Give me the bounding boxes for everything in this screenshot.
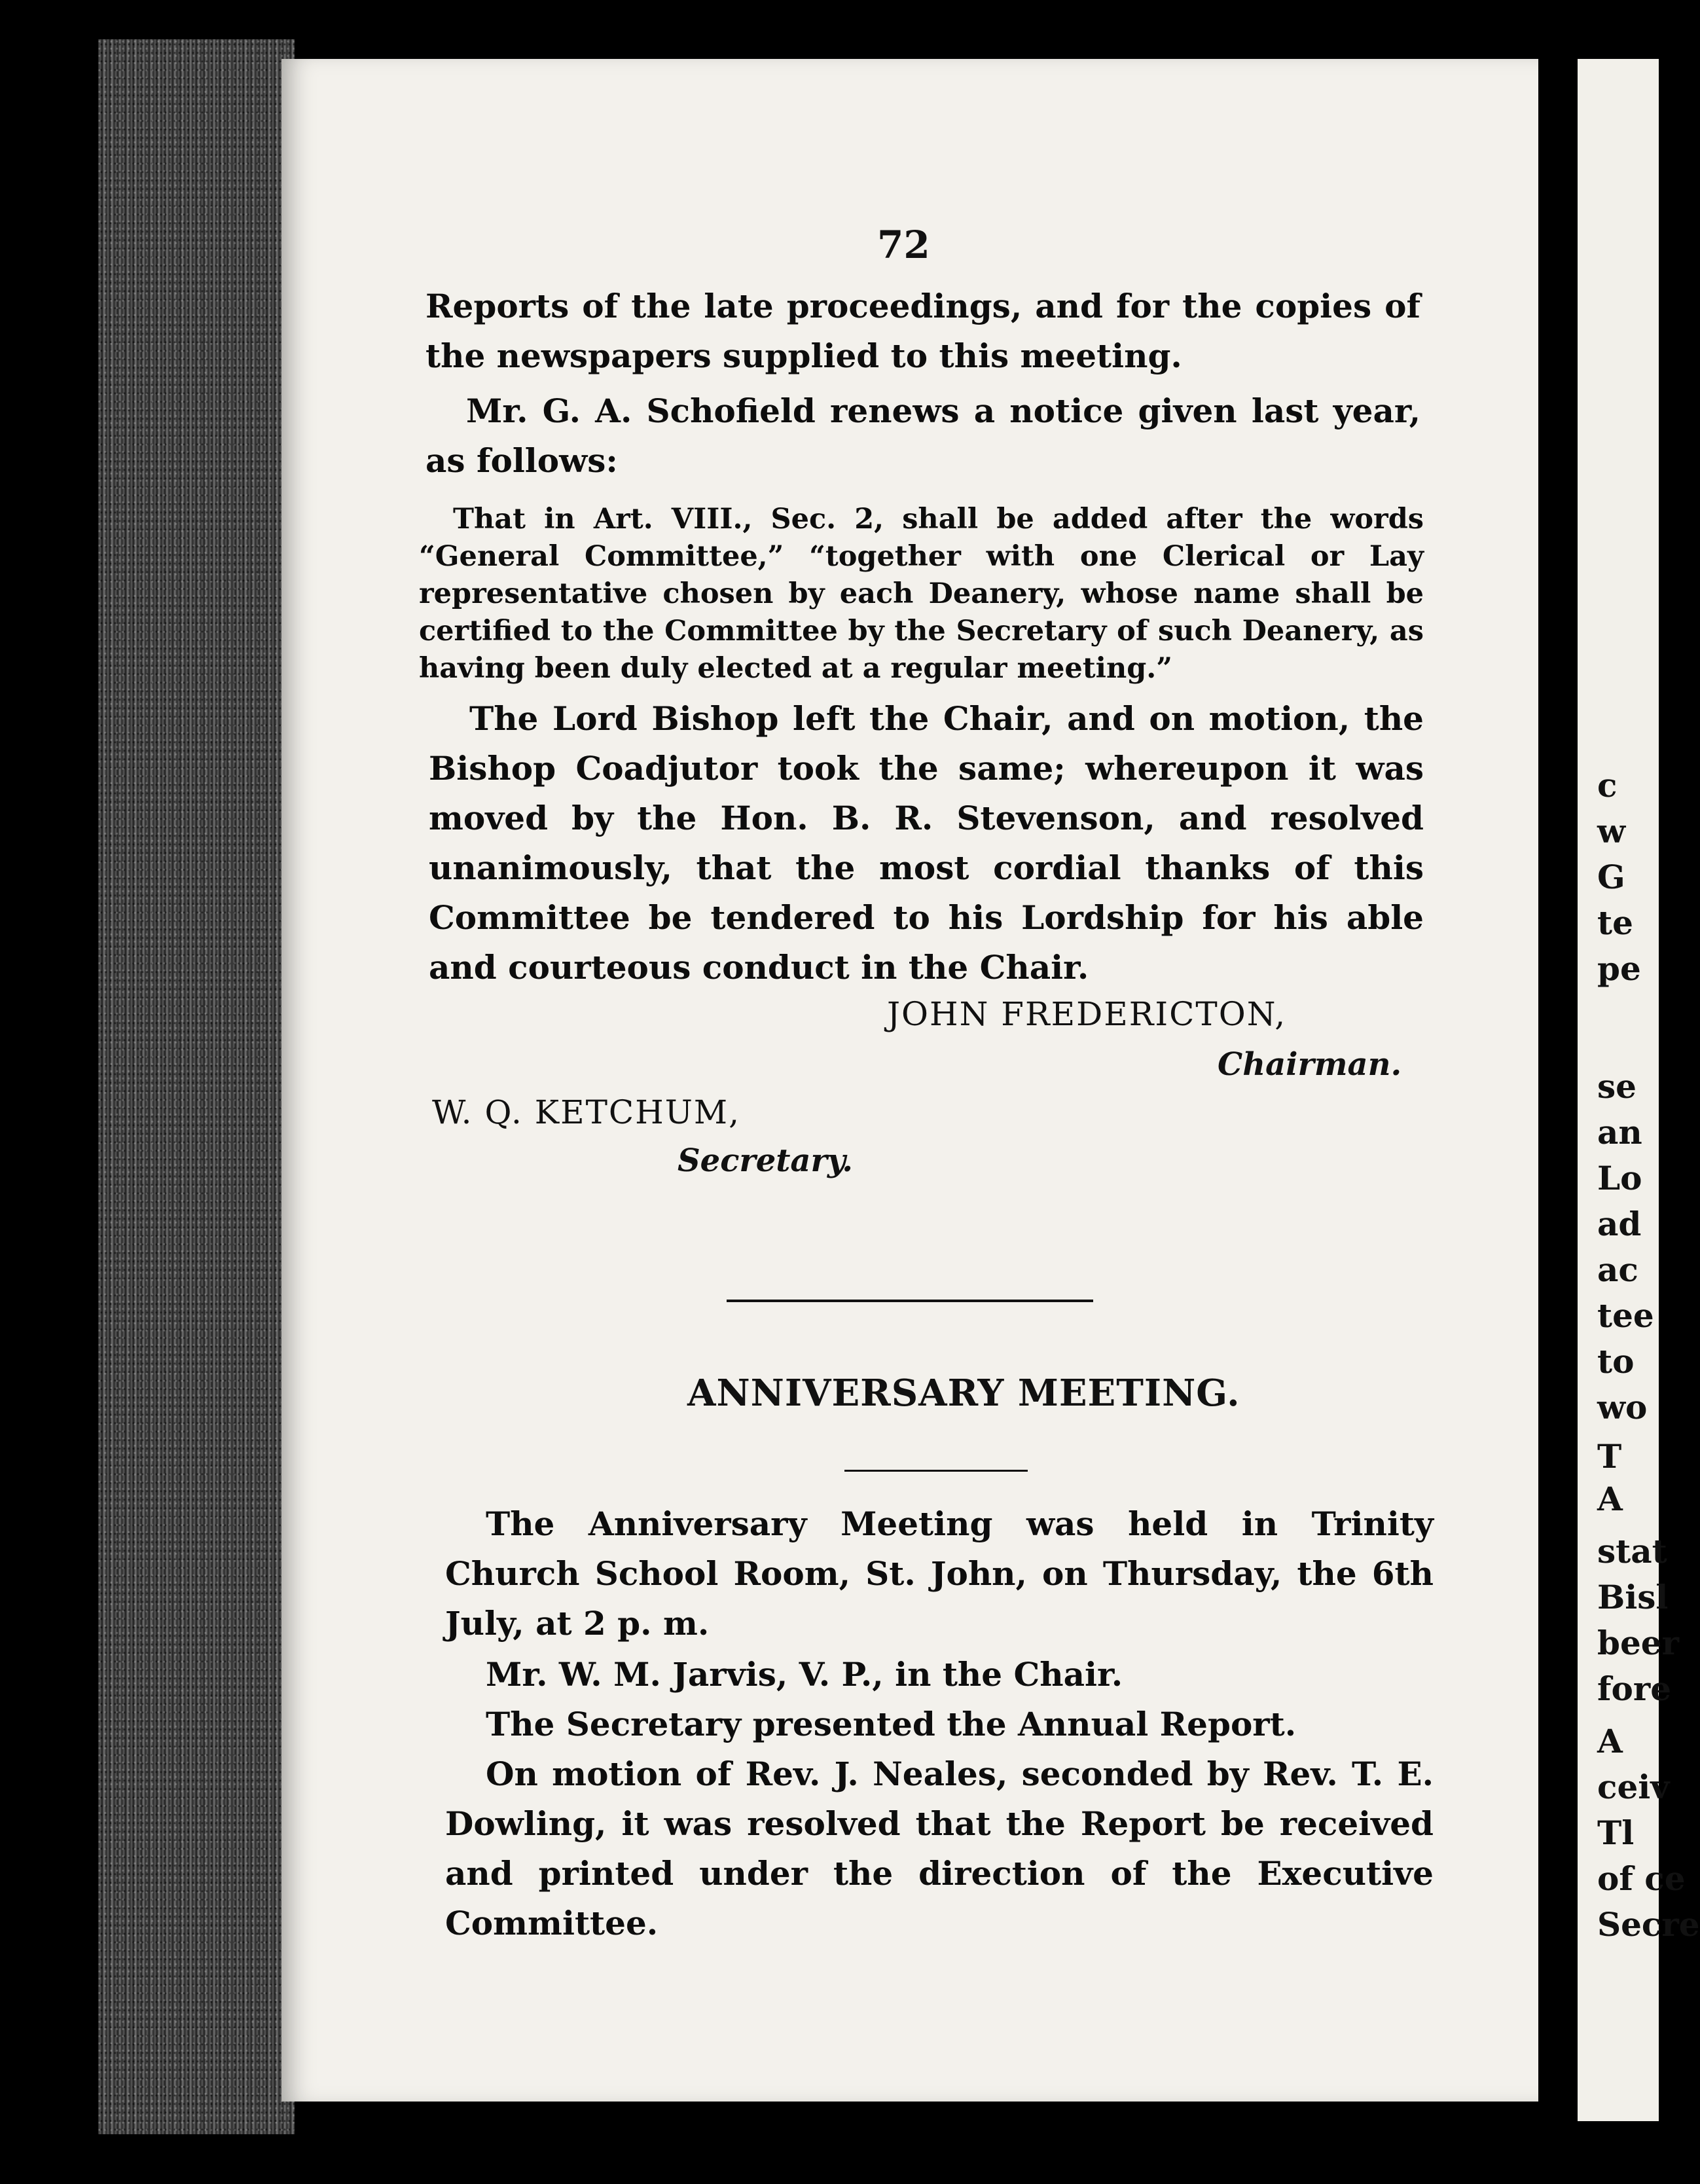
page-stack-edge (98, 39, 295, 2134)
section-divider (727, 1300, 1093, 1302)
facing-page-fragment-text: A (1597, 1722, 1623, 1760)
secretary-name: W. Q. KETCHUM, (432, 1093, 741, 1131)
section-heading: ANNIVERSARY MEETING. (687, 1372, 1240, 1415)
paragraph-lord-bishop: The Lord Bishop left the Chair, and on motion, the Bishop Coadjutor took the same; whereupon it was moved by the Hon. B. R. Stevenson, and resolved unanimously, that the most cordial thanks of this Committee be tendered to his Lordship for his able and courteous conduct in the Chair. (429, 699, 1424, 987)
facing-page-fragment-text: Lo (1597, 1159, 1642, 1197)
paragraph-anniversary: The Anniversary Meeting was held in Trinity Church School Room, St. John, on Thursday, the 6th July, at 2 p. m. (445, 1504, 1434, 1643)
heading-underline (844, 1470, 1028, 1472)
facing-page-fragment-text: te (1597, 903, 1633, 942)
notice-quotation: That in Art. VIII., Sec. 2, shall be added after the words “General Committee,” “together with one Clerical or Lay representative chosen by each Deanery, whose name shall be certified to the Committee by the Secretary of such Deanery, as having been duly elected at a regular meeting.” (419, 503, 1424, 685)
paragraph-report: The Secretary presented the Annual Report. (486, 1705, 1297, 1743)
paragraph-reports: Reports of the late proceedings, and for the copies of the newspapers supplied to this meeting. (425, 287, 1420, 375)
facing-page-fragment-text: G (1597, 858, 1625, 896)
facing-page-fragment-text: c (1597, 766, 1618, 805)
facing-page-fragment-text: se (1597, 1067, 1637, 1106)
paragraph-chair: Mr. W. M. Jarvis, V. P., in the Chair. (486, 1655, 1123, 1694)
facing-page-fragment-text: to (1597, 1342, 1635, 1381)
facing-page-fragment-text: Bisl (1597, 1578, 1669, 1616)
paragraph-notice: Mr. G. A. Schofield renews a notice given last year, as follows: (425, 391, 1420, 480)
facing-page-fragment-text: beer (1597, 1624, 1679, 1662)
facing-page-fragment-text: T (1597, 1437, 1622, 1476)
chairman-title: Chairman. (1218, 1046, 1402, 1083)
facing-page-fragment-text: A (1597, 1480, 1623, 1518)
facing-page-fragment-text: wo (1597, 1388, 1648, 1427)
page-number: 72 (877, 223, 930, 267)
facing-page-fragment-text: Tl (1597, 1813, 1635, 1852)
chairman-name: JOHN FREDERICTON, (887, 995, 1287, 1033)
facing-page-fragment-text: ad (1597, 1205, 1642, 1243)
facing-page-fragment-text: pe (1597, 949, 1641, 988)
facing-page-fragment (1578, 59, 1700, 2121)
facing-page-fragment-text: stat (1597, 1532, 1667, 1571)
facing-page-fragment-text: ac (1597, 1250, 1638, 1289)
facing-page-fragment-text: ceiv (1597, 1768, 1670, 1806)
facing-page-fragment-text: of ce (1597, 1859, 1686, 1898)
facing-page-fragment-text: fore (1597, 1669, 1672, 1708)
secretary-title: Secretary. (678, 1142, 853, 1179)
facing-page-fragment-text: w (1597, 812, 1626, 850)
facing-page-fragment-text: tee (1597, 1296, 1654, 1335)
facing-page-fragment-text: Secre (1597, 1905, 1700, 1944)
paragraph-motion: On motion of Rev. J. Neales, seconded by Rev. T. E. Dowling, it was resolved that the Report be received and printed under the direction of the Executive Committee. (445, 1755, 1434, 1942)
facing-page-fragment-text: an (1597, 1113, 1642, 1152)
